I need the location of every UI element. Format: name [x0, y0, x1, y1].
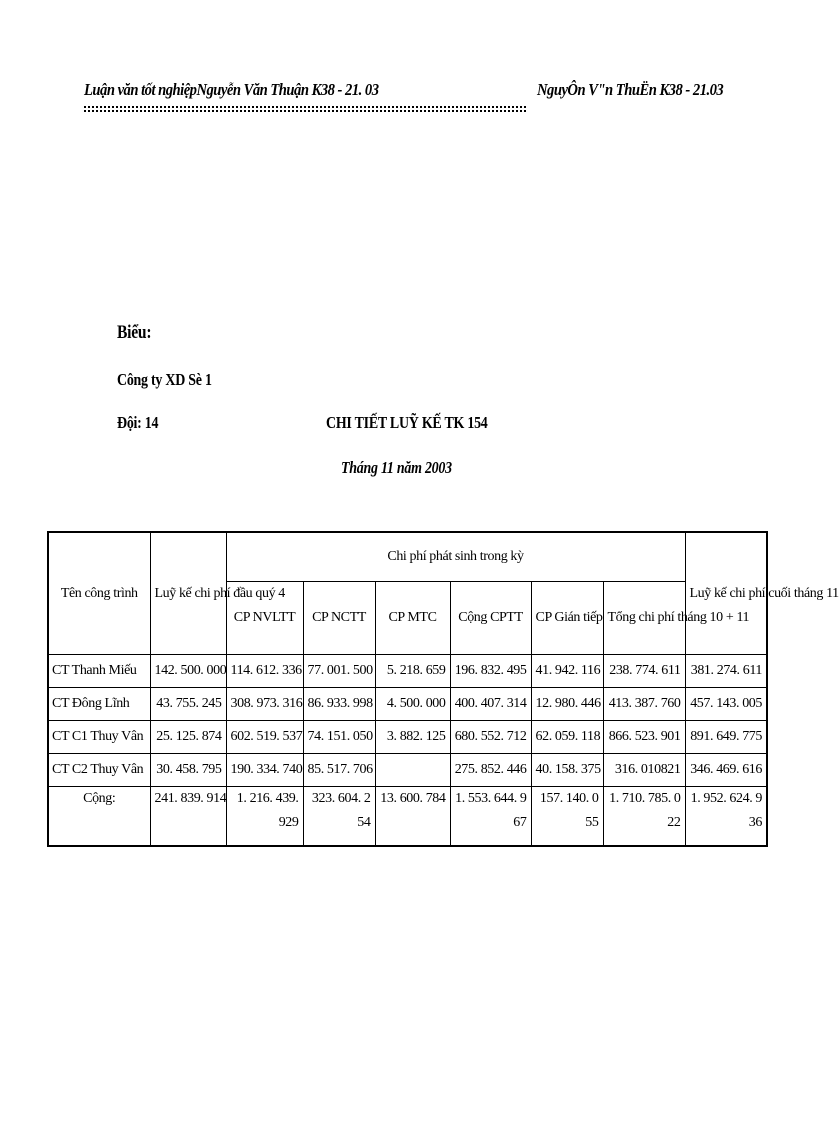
amount-cell: 196. 832. 495 — [450, 655, 531, 688]
total-row — [48, 787, 767, 847]
col-nvltt: CP NVLTT — [226, 582, 303, 655]
col-tong: Tổng chi phí tháng 10 + 11 — [603, 582, 685, 655]
col-group: Chi phí phát sinh trong kỳ — [226, 532, 685, 582]
total-cell: 1. 710. 785. 022 — [603, 787, 685, 847]
amount-cell: 308. 973. 316 — [226, 688, 303, 721]
total-cell: 1. 216. 439. 929 — [226, 787, 303, 847]
project-name-cell: CT C1 Thuy Vân — [48, 721, 150, 754]
total-cell: 323. 604. 254 — [303, 787, 375, 847]
company-name: Công ty XD Sè 1 — [117, 370, 212, 389]
total-cell: 241. 839. 914 — [150, 787, 226, 847]
amount-cell: 4. 500. 000 — [375, 688, 450, 721]
amount-cell: 413. 387. 760 — [603, 688, 685, 721]
table-row — [48, 754, 767, 787]
amount-cell: 381. 274. 611 — [685, 655, 767, 688]
col-mtc: CP MTC — [375, 582, 450, 655]
amount-cell: 5. 218. 659 — [375, 655, 450, 688]
amount-cell — [375, 754, 450, 787]
col-ncct: CP NCTT — [303, 582, 375, 655]
project-name-cell: CT Đông Lĩnh — [48, 688, 150, 721]
amount-cell: 3. 882. 125 — [375, 721, 450, 754]
table-row — [48, 688, 767, 721]
project-name-cell: CT Thanh Miếu — [48, 655, 150, 688]
col-project: Tên công trình — [48, 532, 150, 655]
col-closing: Luỹ kế chi phí cuối tháng 11 — [685, 532, 767, 655]
amount-cell: 85. 517. 706 — [303, 754, 375, 787]
header-row-1 — [48, 532, 767, 582]
running-header-left: Luận văn tốt nghiệpNguyễn Văn Thuận K38 - 21. 03 — [84, 80, 379, 99]
amount-cell: 680. 552. 712 — [450, 721, 531, 754]
col-opening: Luỹ kế chi phí đầu quý 4 — [150, 532, 226, 655]
table-row — [48, 721, 767, 754]
amount-cell: 41. 942. 116 — [531, 655, 603, 688]
cost-table — [47, 531, 839, 847]
amount-cell: 602. 519. 537 — [226, 721, 303, 754]
amount-cell: 86. 933. 998 — [303, 688, 375, 721]
amount-cell: 40. 158. 375 — [531, 754, 603, 787]
running-header-right: NguyÔn V"n ThuËn K38 - 21.03 — [537, 80, 724, 99]
amount-cell: 62. 059. 118 — [531, 721, 603, 754]
amount-cell: 891. 649. 775 — [685, 721, 767, 754]
project-name-cell: CT C2 Thuy Vân — [48, 754, 150, 787]
amount-cell: 316. 010821 — [603, 754, 685, 787]
total-cell: 1. 553. 644. 967 — [450, 787, 531, 847]
col-gian-tiep: CP Gián tiếp — [531, 582, 603, 655]
document-period: Tháng 11 năm 2003 — [341, 458, 452, 477]
total-cell: Cộng: — [48, 787, 150, 847]
amount-cell: 275. 852. 446 — [450, 754, 531, 787]
amount-cell: 12. 980. 446 — [531, 688, 603, 721]
amount-cell: 346. 469. 616 — [685, 754, 767, 787]
amount-cell: 866. 523. 901 — [603, 721, 685, 754]
amount-cell: 400. 407. 314 — [450, 688, 531, 721]
form-label: Biểu: — [117, 322, 152, 343]
amount-cell: 114. 612. 336 — [226, 655, 303, 688]
total-cell: 1. 952. 624. 936 — [685, 787, 767, 847]
amount-cell: 25. 125. 874 — [150, 721, 226, 754]
table-row — [48, 655, 767, 688]
team-label: Đội: 14 — [117, 413, 159, 432]
amount-cell: 43. 755. 245 — [150, 688, 226, 721]
amount-cell: 77. 001. 500 — [303, 655, 375, 688]
total-cell: 157. 140. 055 — [531, 787, 603, 847]
amount-cell: 238. 774. 611 — [603, 655, 685, 688]
document-title: CHI TIẾT LUỸ KẾ TK 154 — [326, 413, 488, 432]
col-cptt: Cộng CPTT — [450, 582, 531, 655]
amount-cell: 142. 500. 000 — [150, 655, 226, 688]
amount-cell: 74. 151. 050 — [303, 721, 375, 754]
header-divider-2 — [84, 110, 526, 112]
header-divider — [84, 106, 526, 108]
total-cell: 13. 600. 784 — [375, 787, 450, 847]
amount-cell: 30. 458. 795 — [150, 754, 226, 787]
amount-cell: 457. 143. 005 — [685, 688, 767, 721]
amount-cell: 190. 334. 740 — [226, 754, 303, 787]
